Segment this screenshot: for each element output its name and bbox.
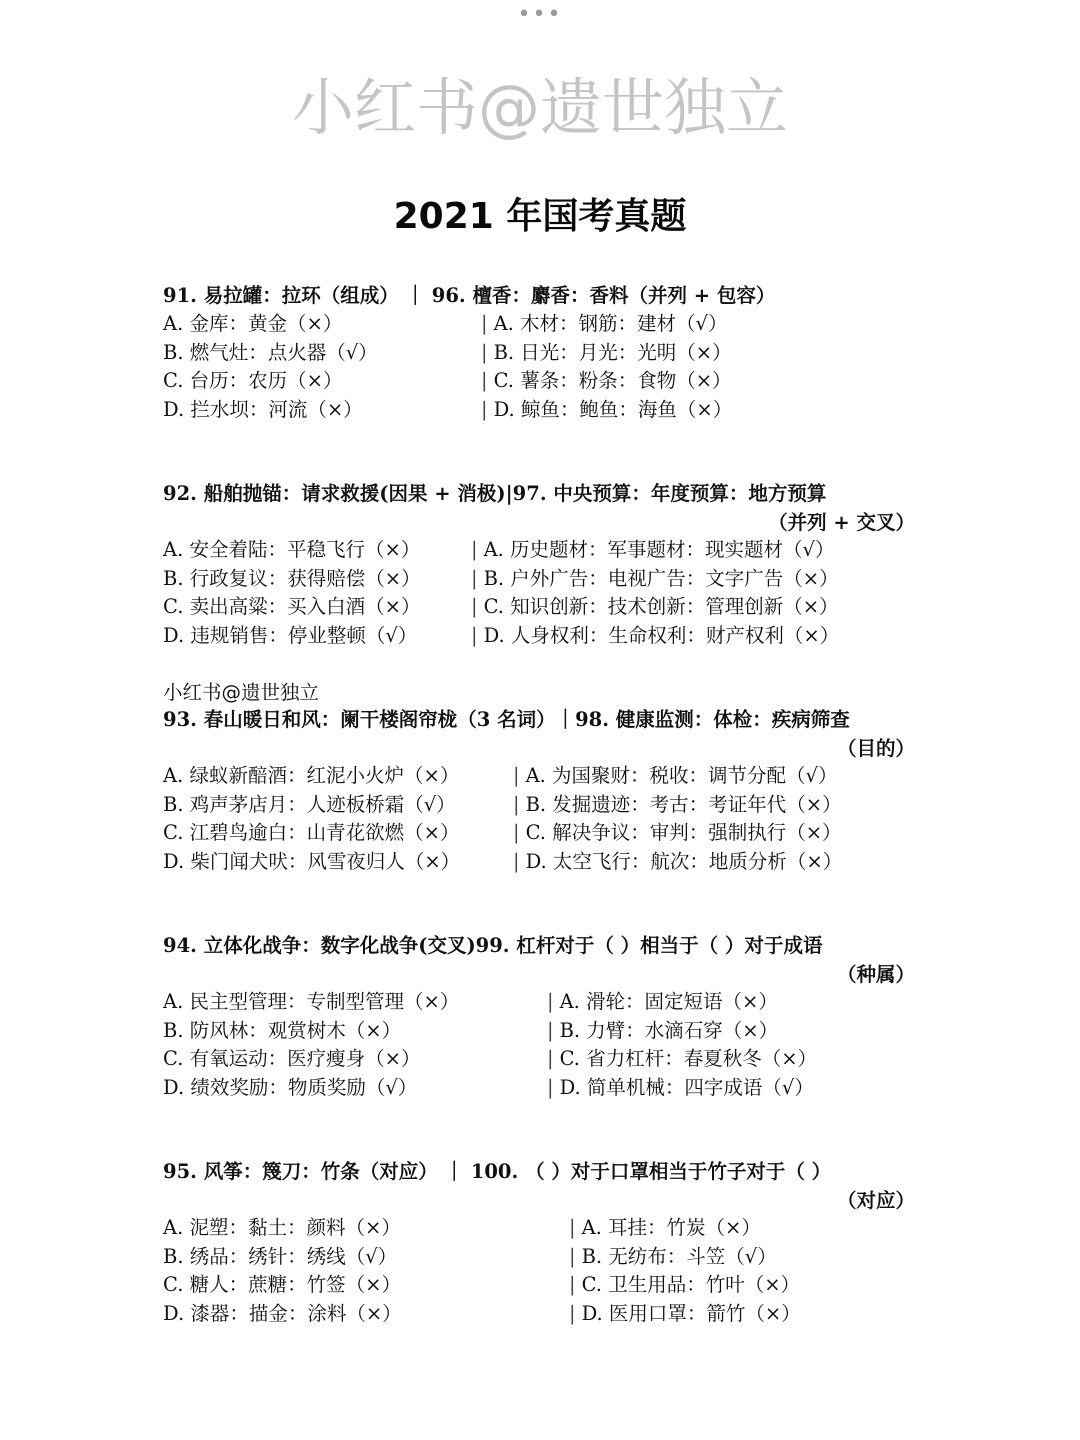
option-right-row <box>471 534 834 562</box>
question-header-continued: （对应） <box>836 1188 915 1212</box>
inline-watermark: 小红书@遗世独立 <box>163 681 320 704</box>
option-right-row <box>513 817 842 845</box>
column-divider: | <box>513 821 520 844</box>
column-divider: | <box>569 1301 576 1325</box>
option-left: C. 有氧运动：医疗瘦身（×） <box>163 1047 421 1070</box>
option-right-row <box>471 563 839 591</box>
column-divider: | <box>481 340 488 364</box>
option-right: B. 户外广告：电视广告：文字广告（×） <box>483 566 839 590</box>
option-left: A. 金库：黄金（×） <box>163 312 343 335</box>
question-block <box>163 280 923 426</box>
option-right: D. 太空飞行：航次：地质分析（×） <box>525 849 843 873</box>
column-divider: | <box>569 1216 576 1239</box>
question-header: 91. 易拉罐：拉环（组成） ｜ 96. 檀香：麝香：香料（并列 + 包容） <box>163 284 776 307</box>
option-right-row <box>513 789 842 817</box>
option-right-row <box>547 1015 778 1043</box>
option-right: C. 薯条：粉条：食物（×） <box>493 369 732 392</box>
column-divider: | <box>481 369 488 392</box>
option-left: C. 江碧鸟逾白：山青花欲燃（×） <box>163 821 460 844</box>
option-right: B. 力臂：水滴石穿（×） <box>559 1018 779 1042</box>
column-divider: | <box>471 595 478 618</box>
question-header: 94. 立体化战争：数字化战争(交叉)99. 杠杆对于（ ）相当于（ ）对于成语 <box>163 934 823 957</box>
option-right-row <box>513 846 842 874</box>
column-divider: | <box>547 1018 554 1042</box>
question-block <box>163 930 923 1104</box>
option-left: C. 卖出高粱：买入白酒（×） <box>163 595 421 618</box>
option-right: B. 无纺布：斗笠（√） <box>581 1244 777 1268</box>
column-divider: | <box>471 623 478 647</box>
question-block <box>163 478 923 652</box>
column-divider: | <box>481 397 488 421</box>
option-right: D. 简单机械：四字成语（√） <box>559 1075 814 1099</box>
option-right: D. 鲸鱼：鲍鱼：海鱼（×） <box>493 397 733 421</box>
option-left: D. 违规销售：停业整顿（√） <box>163 623 418 647</box>
column-divider: | <box>569 1244 576 1268</box>
watermark: 小红书@遗世独立 <box>291 71 788 144</box>
option-right-row <box>481 337 732 365</box>
option-right-row <box>471 591 839 619</box>
column-divider: | <box>513 849 520 873</box>
option-right: A. 滑轮：固定短语（×） <box>559 990 778 1013</box>
option-right: B. 日光：月光：光明（×） <box>493 340 732 364</box>
option-right-row <box>547 1072 814 1100</box>
question-block <box>163 704 923 878</box>
option-right-row <box>547 986 778 1014</box>
column-divider: | <box>513 792 520 816</box>
option-right: C. 知识创新：技术创新：管理创新（×） <box>483 595 839 618</box>
option-left: D. 漆器：描金：涂料（×） <box>163 1301 402 1325</box>
column-divider: | <box>513 764 520 787</box>
option-left: B. 绣品：绣针：绣线（√） <box>163 1244 398 1268</box>
option-right: C. 解决争议：审判：强制执行（×） <box>525 821 842 844</box>
column-divider: | <box>471 538 478 561</box>
option-left: B. 鸡声茅店月：人迹板桥霜（√） <box>163 792 456 816</box>
option-right-row <box>471 620 839 648</box>
option-right: A. 历史题材：军事题材：现实题材（√） <box>483 538 835 561</box>
option-right-row <box>569 1241 777 1269</box>
option-left: C. 糖人：蔗糖：竹签（×） <box>163 1273 401 1296</box>
option-right: C. 省力杠杆：春夏秋冬（×） <box>559 1047 818 1070</box>
page-title: 2021 年国考真题 <box>393 196 687 237</box>
question-header: 93. 春山暖日和风：阑干楼阁帘栊（3 名词）｜98. 健康监测：体检：疾病筛查 <box>163 708 850 731</box>
question-header-continued: （种属） <box>836 962 915 986</box>
option-left: B. 燃气灶：点火器（√） <box>163 340 378 364</box>
option-left: B. 防风林：观赏树木（×） <box>163 1018 402 1042</box>
option-right-row <box>569 1212 761 1240</box>
option-left: D. 柴门闻犬吠：风雪夜归人（×） <box>163 849 461 873</box>
option-left: D. 绩效奖励：物质奖励（√） <box>163 1075 418 1099</box>
column-divider: | <box>547 1075 554 1099</box>
option-left: A. 绿蚁新醅酒：红泥小火炉（×） <box>163 764 460 787</box>
option-right: A. 木材：钢筋：建材（√） <box>493 312 728 335</box>
more-options-icon[interactable]: ••• <box>517 2 563 27</box>
option-right: A. 耳挂：竹炭（×） <box>581 1216 761 1239</box>
option-right-row <box>513 760 837 788</box>
option-right: D. 人身权利：生命权利：财产权利（×） <box>483 623 840 647</box>
option-left: A. 安全着陆：平稳飞行（×） <box>163 538 421 561</box>
option-right: C. 卫生用品：竹叶（×） <box>581 1273 801 1296</box>
column-divider: | <box>547 1047 554 1070</box>
question-header: 92. 船舶抛锚：请求救援(因果 + 消极)|97. 中央预算：年度预算：地方预算 <box>163 482 827 505</box>
option-left: B. 行政复议：获得赔偿（×） <box>163 566 421 590</box>
option-left: A. 泥塑：黏土：颜料（×） <box>163 1216 401 1239</box>
option-right: B. 发掘遗迹：考古：考证年代（×） <box>525 792 842 816</box>
option-right-row <box>569 1269 800 1297</box>
option-left: D. 拦水坝：河流（×） <box>163 397 363 421</box>
option-right-row <box>569 1298 801 1326</box>
option-right-row <box>481 394 732 422</box>
column-divider: | <box>547 990 554 1013</box>
column-divider: | <box>569 1273 576 1296</box>
question-header-continued: （并列 + 交叉） <box>768 510 915 534</box>
column-divider: | <box>481 312 488 335</box>
option-right-row <box>481 308 727 336</box>
question-header: 95. 风筝：篾刀：竹条（对应） ｜ 100. （ ）对于口罩相当于竹子对于（ ） <box>163 1160 832 1183</box>
option-right: A. 为国聚财：税收：调节分配（√） <box>525 764 838 787</box>
option-right-row <box>547 1043 817 1071</box>
column-divider: | <box>471 566 478 590</box>
question-block <box>163 1156 923 1330</box>
option-right: D. 医用口罩：箭竹（×） <box>581 1301 801 1325</box>
option-right-row <box>481 365 732 393</box>
option-left: A. 民主型管理：专制型管理（×） <box>163 990 460 1013</box>
question-header-continued: （目的） <box>836 736 915 760</box>
option-left: C. 台历：农历（×） <box>163 369 343 392</box>
